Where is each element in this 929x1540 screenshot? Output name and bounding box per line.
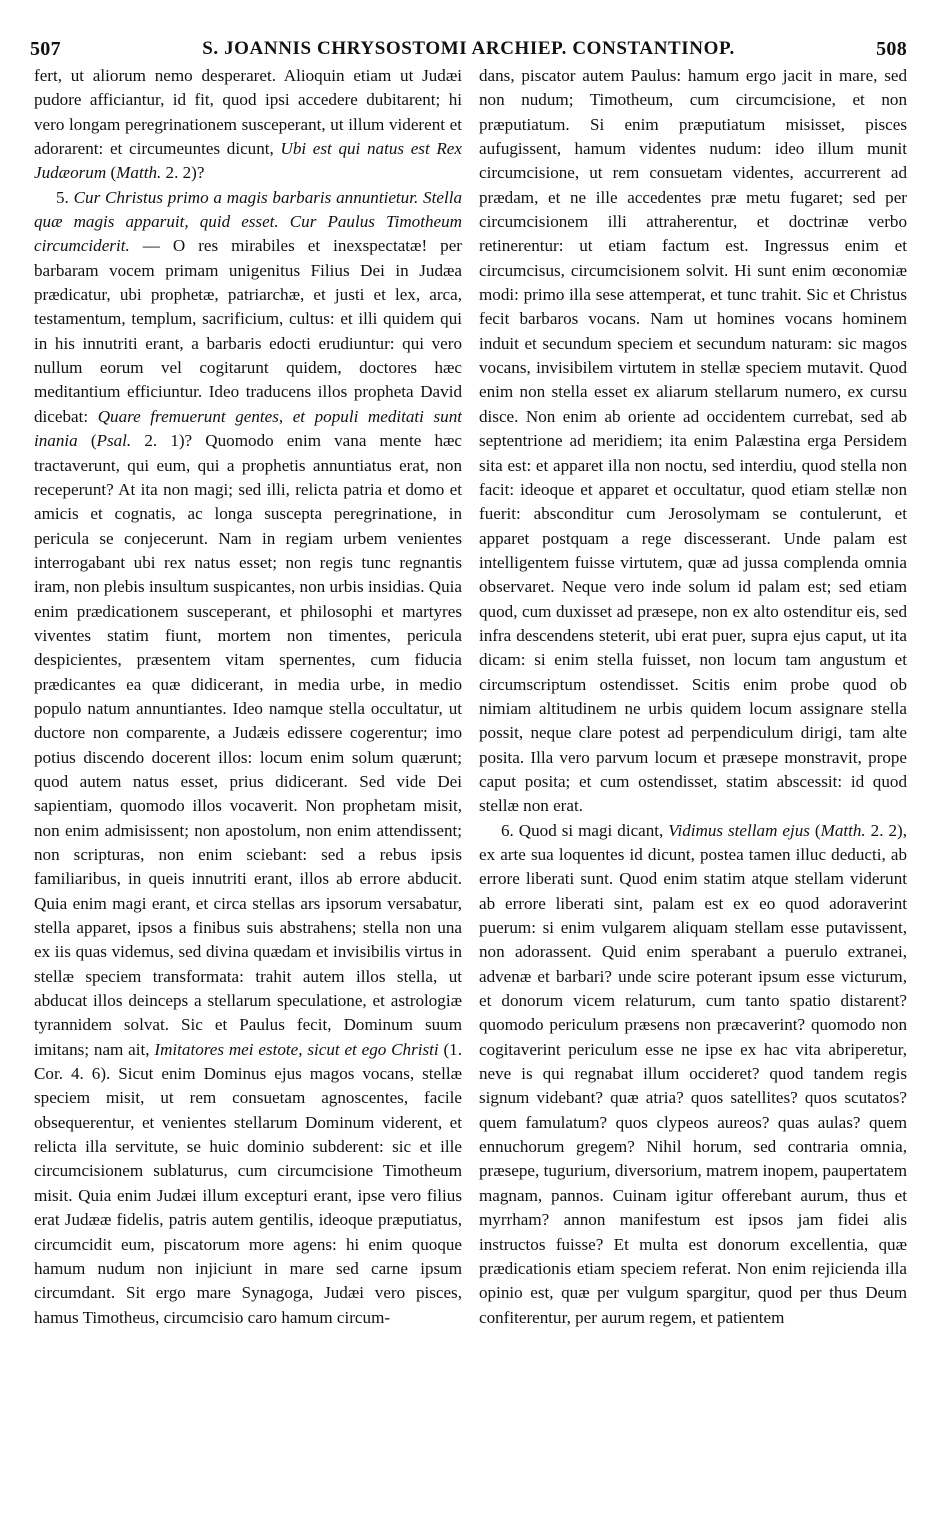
text-run: ( [809,820,821,840]
quotation: Vidimus stellam ejus [668,820,810,840]
paragraph-5 [34,186,462,1330]
section-summary: Cur Christus primo a magis barbaris annuntietur. Stella quæ magis apparuit, quid esset. Cur Paulus Timotheum circumciderit. [34,187,462,256]
running-title: S. JOANNIS CHRYSOSTOMI ARCHIEP. CONSTANTINOP. [202,38,735,59]
page-number-right: 508 [876,37,907,60]
paragraph-6 [479,819,907,1330]
section-number: 6. Quod si magi dicant, [501,820,669,840]
citation: Psal. [96,431,132,451]
quotation: Imitatores mei estote, sicut et ego Christi [154,1039,439,1059]
quotation: Ubi est qui natus est Rex Judæorum [34,139,462,183]
right-column [479,64,907,1532]
text-run: (1. Cor. 4. 6). Sicut enim Dominus ejus magos vocans, stellæ speciem misit, ut rem consuetam agnoscentes, facile obsequerentur, et venientes stellarum Dominum viderent, et relicta illa servitute, se huic dominio subderent: sic et ille circumcisionem sublaturus, cum circumcisione Timotheum misit. Quia enim Judæi illum excepturi erant, ipse vero filius erat Judææ fidelis, patris autem gentilis, ideoque præputiatus, circumcidit eum, piscatorum more agens: hi enim quoque hamum nudum non injiciunt in mare sed carne ipsum circumdant. Sit ergo mare Synagoga, Judæi vero pisces, hamus Timotheus, circumcisio caro hamum circum- [34,1039,462,1327]
left-column [34,64,462,1532]
text-run: dans, piscator autem Paulus: hamum ergo jacit in mare, sed non nudum; Timotheum, cum circumcisione, et non præputiatum. Si enim præputiatum misisset, pisces aufugissent, hamum videntes nudum: ideo illum munit circumcisione, ut rem consuetam videntes, accurrerent ad prædam, et ne ille accedentes præ metu fugaret; sed per circumcisionem illi attraherentur, et doctrinæ verbo retinerentur: ut etiam factum est. Ingressus enim et circumcisus, circumcisionem solvit. Hi sunt enim œconomiæ modi: primo illa sese attemperat, et tunc trahit. Sic et Christus fecit barbaros vocans. Nam ut homines vocans hominem induit et secundum speciem et secundum naturam: sic magos vocans, invisibilem virtutem in stellæ speciem mutavit. Quod enim non stella esset ex aliarum stellarum numero, ex cursu disce. Non enim ab oriente ad occidentem currebat, sed ab septentrione ad meridiem; ita enim Palæstina erga Persidem sita est: et apparet illa non noctu, sed interdiu, quod stella non facit: ideoque et apparet et occultatur, quod etiam stellæ non fuerit: absconditur cum Jerosolymam se contulerunt, et apparet postquam a rege discesserant. Unde palam est intelligentem fuisse virtutem, quæ ad jussa complenda omnia observaret. Neque vero inde solum id palam est; sed etiam quod, cum duxisset ad præsepe, non ex alto ostenditur eis, sed infra descendens steterit, ubi erat puer, supra ejus caput, ut ita dicam: si enim stella fuisset, non locum tam angustum et circumscriptum ostendisset. Scitis enim probe quod ob nimiam altitudinem ne urbis quidem locum assignare stella possit, neque clare potest ad perpendiculum dirigi, tam alte posita. Illa vero parvum locum et præsepe monstravit, prope caput posita; et cum ostendisset, statim abscessit: id quod stellæ non erat. [479,66,907,816]
text-run: ( [106,163,117,183]
citation: Matth. [116,163,162,183]
paragraph-continuation [34,64,462,186]
quotation: Quare fremuerunt gentes, et populi meditati sunt inania [34,406,462,451]
section-number: 5. [56,187,74,207]
text-run: 2. 1)? Quomodo enim vana mente hæc tractaverunt, qui eum, qui a prophetis annuntiatus erat, non receperunt? At ita non magi; sed illi, relicta patria et domo et amicis et cognatis, ac longa suscepta peregrinatione, in pericula se conjecerunt. Nam in regiam urbem venientes interrogabant ubi rex natus esset; non regis tunc regnantis iram, non plebis insultum suspicantes, non urbis insidias. Quia enim prædicationem susceperant, et philosophi et martyres viventes statim fiunt, mortem non timentes, pericula despicientes, præsentem vitam spernentes, cum fiducia prædicantes ea quæ didicerant, in media urbe, in medio populo natum annuntiantes. Ideo namque stella occultatur, ut ductore non comparente, a Judæis edissere cogerentur; imo potius discendo docerent illos: locum enim solum quærunt; quod autem natus esset, prius didicerant. Sed vide Dei sapientiam, quomodo illos vocaverit. Non prophetam misit, non enim admisissent; non apostolum, non enim attendissent; non scripturas, non enim sciebant: sed a rebus ipsis familiaribus, in queis innutriti erant, illos ab errore abducit. Quia enim magi erant, et circa stellas ars ipsorum versabatur, stella apparet, ipsos a finibus suis abstrahens; stella non una ex iis quas videmus, sed divina quædam et invisibilis virtus in stellæ speciem transformata: trahit autem illos stella, ut abducat illos deinceps a stellarum speculatione, et astrologiæ tyrannidem solvat. Sic et Paulus fecit, Dominum suum imitans; nam ait, [34,431,462,1059]
text-run: 2. 2), ex arte sua loquentes id dicunt, postea tamen illuc deducti, ab errore liberati sunt. Quod enim statim atque stellam viderunt ab errore liberati sint, palam est ex eo quod adoraverint puerum: si enim vulgarem aliquam stellam esse putavissent, non adorassent. Quid enim sperabant a puerulo extranei, advenæ et barbari? unde scire poterant ipsum esse victurum, et donorum vicem relaturum, cum tanto spatio distarent? quomodo periculum præsens non præcaverint? quomodo non cogitaverint periculum esse ne ipse ex hac vita abriperetur, neve is qui regnabat illum occideret? quod tandem regis signum videbant? quæ atria? quos satellites? quos scutatos? quem famulatum? quos clypeos aureos? quas aulas? quem ennuchorum gregem? Nihil horum, sed contraria omnia, præsepe, tugurium, diversorium, matrem inopem, paupertatem magnam, pannos. Cuinam igitur offerebant aurum, thus et myrrham? annon manifestum est ipsos jam fidei alis instructos fuisse? Et multa est donorum excellentia, quæ prædicationis etiam speciem referat. Non enim rejicienda illa opinio est, quæ per vulgum spargitur, quod per thus Deum confiterentur, per aurum regem, et patientem [479,820,907,1327]
text-run: — O res mirabiles et inexspectatæ! per barbaram vocem primam unigenitus Filius Dei in Judæa prædicatur, ubi prophetæ, patriarchæ, et justi et lex, arca, testamentum, templum, sacrificium, cultus: et illi quidem qui in his innutriti erant, a barbaris edocti erudiuntur: qui vero nullum eorum vel cogitarunt quidem, doctores hæc meditantium efficiuntur. Ideo traducens illos propheta David dicebat: [34,236,462,426]
text-run: ( [77,431,97,451]
text-run: fert, ut aliorum nemo desperaret. Alioquin etiam ut Judæi pudore afficiantur, id fit, quod ipsi accedere dubitarent; hi vero longam peregrinationem susceperant, ut illum viderent et adorarent: et circumeuntes dicunt, [34,66,462,159]
text-run: 2. 2)? [161,163,205,183]
page-number-left: 507 [30,37,61,60]
running-header [30,34,907,64]
citation: Matth. [820,820,866,840]
paragraph-continuation [479,64,907,819]
